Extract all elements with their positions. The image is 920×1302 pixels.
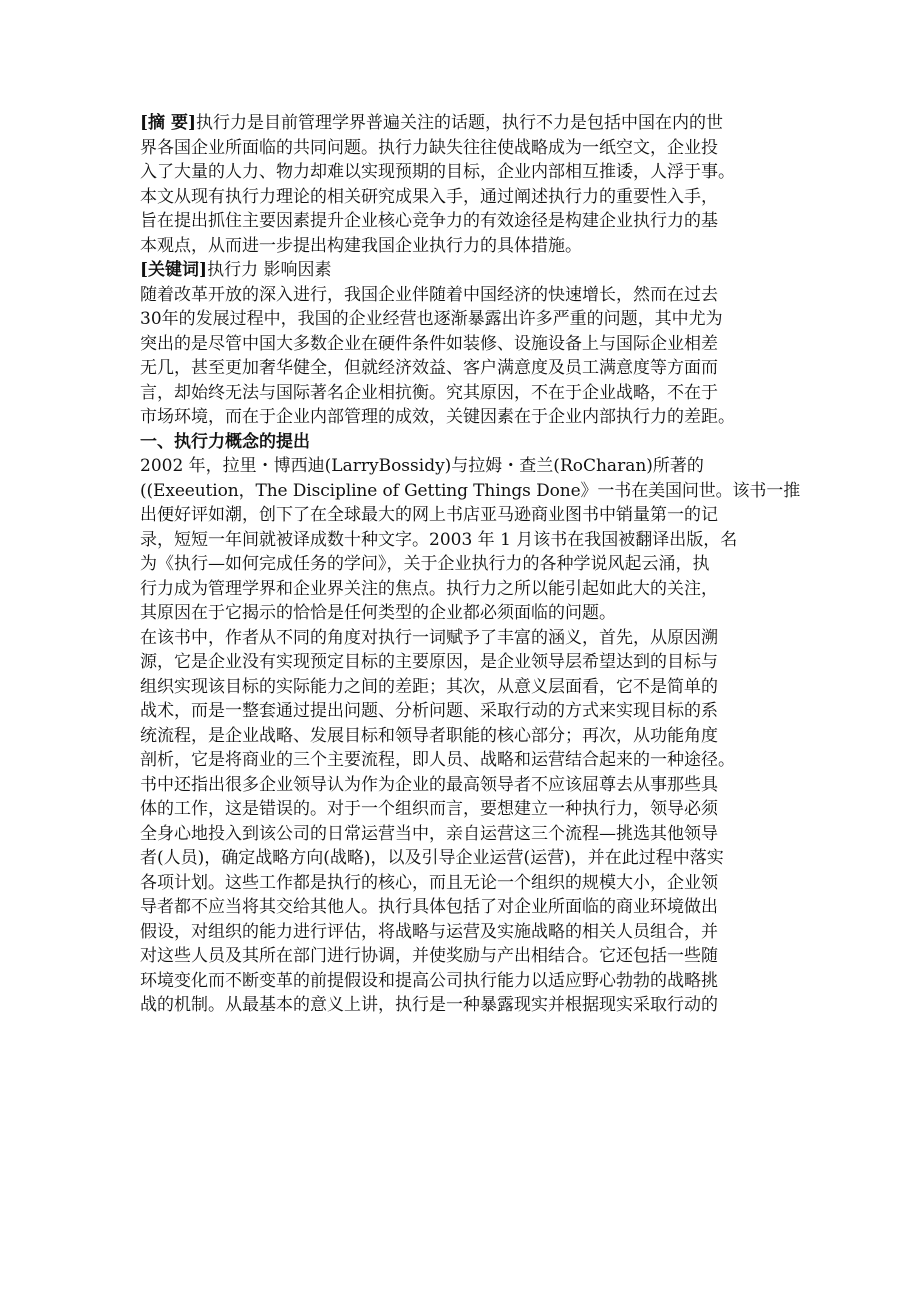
para2-line-4: 战术，而是一整套通过提出问题、分析问题、采取行动的方式来实现目标的系 <box>140 701 718 721</box>
para1-line-2: ((Exeeution，The Discipline of Getting Things Done》一书在美国问世。该书一推 <box>140 480 801 501</box>
para1-line-5: 为《执行—如何完成任务的学问》，关于企业执行力的各种学说风起云涌，执 <box>140 554 710 574</box>
para2-line-13: 假设，对组织的能力进行评估，将战略与运营及实施战略的相关人员组合，并 <box>140 921 718 942</box>
abstract-line-2: 界各国企业所面临的共同问题。执行力缺失往往使战略成为一纸空文，企业投 <box>140 137 718 158</box>
para2-line-8: 体的工作，这是错误的。对于一个组织而言，要想建立一种执行力，领导必须 <box>140 799 718 819</box>
para1-line-6: 行力成为管理学界和企业界关注的焦点。执行力之所以能引起如此大的关注， <box>140 578 718 599</box>
para2-line-16: 战的机制。从最基本的意义上讲，执行是一种暴露现实并根据现实采取行动的 <box>140 995 718 1015</box>
intro-line-4: 无几，甚至更加奢华健全，但就经济效益、客户满意度及员工满意度等方面而 <box>140 358 718 378</box>
para2-line-1: 在该书中，作者从不同的角度对执行一词赋予了丰富的涵义，首先，从原因溯 <box>140 627 718 648</box>
keywords-line <box>140 258 800 283</box>
abstract-label: [摘 要] <box>140 113 197 133</box>
abstract-text: 执行力是目前管理学界普遍关注的话题，执行不力是包括中国在内的世 <box>196 113 724 133</box>
para2-line-10: 者(人员)，确定战略方向(战略)，以及引导企业运营(运营)，并在此过程中落实 <box>140 848 724 868</box>
para2-line-12: 导者都不应当将其交给其他人。执行具体包括了对企业所面临的商业环境做出 <box>140 897 718 917</box>
para2-line-3: 组织实现该目标的实际能力之间的差距；其次，从意义层面看，它不是简单的 <box>140 676 718 697</box>
para1-line-1: 2002 年，拉里・博西迪(LarryBossidy)与拉姆・查兰(RoCharan)所著的 <box>140 456 704 476</box>
abstract-line-1 <box>140 111 800 136</box>
intro-line-3: 突出的是尽管中国大多数企业在硬件条件如装修、设施设备上与国际企业相差 <box>140 333 718 354</box>
para2-line-2: 源，它是企业没有实现预定目标的主要原因，是企业领导层希望达到的目标与 <box>140 652 718 672</box>
intro-line-2: 30年的发展过程中，我国的企业经营也逐渐暴露出许多严重的问题，其中尤为 <box>140 309 723 329</box>
para2-line-5: 统流程，是企业战略、发展目标和领导者职能的核心部分；再次，从功能角度 <box>140 725 718 746</box>
keywords-label: [关键词] <box>140 260 208 280</box>
keywords-text: 执行力 影响因素 <box>207 260 332 280</box>
para2-line-6: 剖析，它是将商业的三个主要流程，即人员、战略和运营结合起来的一种途径。 <box>140 750 735 770</box>
document-page <box>140 111 800 1018</box>
para2-line-14: 对这些人员及其所在部门进行协调，并使奖励与产出相结合。它还包括一些随 <box>140 946 718 966</box>
para2-line-11: 各项计划。这些工作都是执行的核心，而且无论一个组织的规模大小，企业领 <box>140 872 718 893</box>
para2-line-9: 全身心地投入到该公司的日常运营当中，亲自运营这三个流程—挑选其他领导 <box>140 823 718 844</box>
section-heading: 一、执行力概念的提出 <box>140 431 310 452</box>
intro-line-5: 言，却始终无法与国际著名企业相抗衡。究其原因，不在于企业战略，不在于 <box>140 382 718 403</box>
para1-line-7: 其原因在于它揭示的恰恰是任何类型的企业都必须面临的问题。 <box>140 603 616 623</box>
para2-line-15: 环境变化而不断变革的前提假设和提高公司执行能力以适应野心勃勃的战略挑 <box>140 970 718 991</box>
para1-line-3: 出便好评如潮，创下了在全球最大的网上书店亚马逊商业图书中销量第一的记 <box>140 505 718 525</box>
abstract-line-6: 本观点，从而进一步提出构建我国企业执行力的具体措施。 <box>140 235 582 256</box>
para2-line-7: 书中还指出很多企业领导认为作为企业的最高领导者不应该屈尊去从事那些具 <box>140 774 718 795</box>
abstract-line-5: 旨在提出抓住主要因素提升企业核心竞争力的有效途径是构建企业执行力的基 <box>140 211 718 231</box>
para1-line-4: 录，短短一年间就被译成数十种文字。2003 年 1 月该书在我国被翻译出版，名 <box>140 529 738 550</box>
intro-line-1: 随着改革开放的深入进行，我国企业伴随着中国经济的快速增长，然而在过去 <box>140 284 718 305</box>
intro-line-6: 市场环境，而在于企业内部管理的成效，关键因素在于企业内部执行力的差距。 <box>140 407 735 427</box>
abstract-line-3: 入了大量的人力、物力却难以实现预期的目标，企业内部相互推诿，人浮于事。 <box>140 162 735 182</box>
abstract-line-4: 本文从现有执行力理论的相关研究成果入手，通过阐述执行力的重要性入手， <box>140 186 718 207</box>
